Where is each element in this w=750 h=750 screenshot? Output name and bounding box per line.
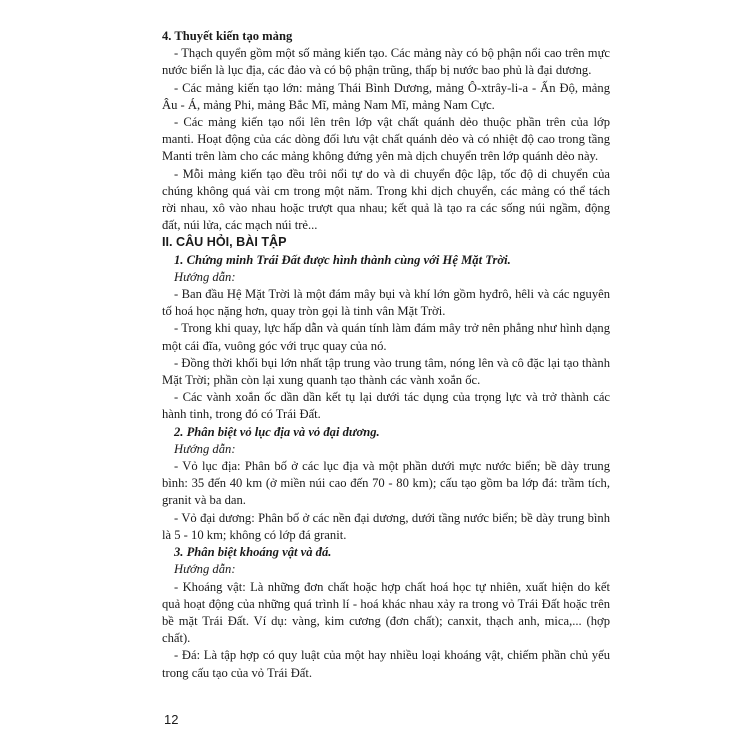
question-1-paragraph: - Đồng thời khối bụi lớn nhất tập trung vào trung tâm, nóng lên và cô đặc lại tạo thành Mặt Trời; phần còn lại xung quanh tạo thành các vành xoắn ốc.: [162, 355, 610, 388]
question-1-paragraph: - Trong khi quay, lực hấp dẫn và quán tính làm đám mây trở nên phẳng như hình dạng một cái đĩa, vuông góc với trục quay của nó.: [162, 321, 610, 353]
question-1-paragraph: - Ban đầu Hệ Mặt Trời là một đám mây bụi và khí lớn gồm hyđrô, hêli và các nguyên tố hoá học nặng hơn, quay tròn gọi là tinh vân Mặt Trời.: [162, 287, 610, 319]
question-3-guide-label: Hướng dẫn:: [174, 562, 236, 577]
question-1-guide-label: Hướng dẫn:: [174, 269, 236, 284]
page-number: 12: [164, 712, 179, 727]
section-4-paragraph: - Thạch quyển gồm một số mảng kiến tạo. Các mảng này có bộ phận nổi cao trên mực nước biển là lục địa, các đảo và có bộ phận trũng, thấp bị nước bao phủ là đại dương.: [162, 46, 610, 78]
question-2-paragraph: - Vỏ đại dương: Phân bố ở các nền đại dương, dưới tầng nước biển; bề dày trung bình là 5 - 10 km; không có lớp đá granit.: [162, 510, 610, 542]
section-4-paragraph: - Các mảng kiến tạo nổi lên trên lớp vật chất quánh dẻo thuộc phần trên của lớp manti. Hoạt động của các dòng đối lưu vật chất quánh dẻo và có nhiệt độ cao trong tầng Manti trên làm cho các mảng không đứng yên mà dịch chuyển trên lớp quánh dẻo này.: [162, 115, 610, 164]
question-1-paragraph: - Các vành xoắn ốc dần dần kết tụ lại dưới tác dụng của trọng lực và trở thành các hành tinh, trong đó có Trái Đất.: [162, 390, 610, 422]
question-2-title: 2. Phân biệt vỏ lục địa và vỏ đại dương.: [174, 424, 380, 439]
page-content: [162, 28, 610, 682]
section-4-paragraph: - Mỗi mảng kiến tạo đều trôi nổi tự do và di chuyển độc lập, tốc độ di chuyển của chúng không quá vài cm trong một năm. Trong khi dịch chuyển, các mảng có thể tách rời nhau, xô vào nhau hoặc trượt qua nhau; kết quả là tạo ra các sống núi ngầm, động đất, núi lửa, các mạch núi trẻ...: [162, 166, 610, 233]
question-3-title: 3. Phân biệt khoáng vật và đá.: [174, 545, 332, 560]
question-3-paragraph: - Khoáng vật: Là những đơn chất hoặc hợp chất hoá học tự nhiên, xuất hiện do kết quả hoạt động của những quá trình lí - hoá khác nhau xảy ra trong vỏ Trái Đất hoặc trên bề mặt Trái Đất. Ví dụ: vàng, kim cương (đơn chất); canxit, thạch anh, mica,... (hợp chất).: [162, 579, 610, 646]
question-2-guide-label: Hướng dẫn:: [174, 441, 236, 456]
question-1-title: 1. Chứng minh Trái Đất được hình thành cùng với Hệ Mặt Trời.: [174, 252, 511, 267]
question-3-paragraph: - Đá: Là tập hợp có quy luật của một hay nhiều loại khoáng vật, chiếm phần chủ yếu trong cấu tạo của vỏ Trái Đất.: [162, 648, 610, 680]
question-2-paragraph: - Vỏ lục địa: Phân bố ở các lục địa và một phần dưới mực nước biển; bề dày trung bình: 35 đến 40 km (ở miền núi cao đến 70 - 80 km); cấu tạo gồm ba lớp đá: trầm tích, granit và ba dan.: [162, 459, 610, 508]
section-4-title: 4. Thuyết kiến tạo mảng: [162, 29, 293, 43]
section-2-heading: II. CÂU HỎI, BÀI TẬP: [162, 235, 287, 250]
section-4-paragraph: - Các mảng kiến tạo lớn: mảng Thái Bình Dương, mảng Ô-xtrây-li-a - Ấn Độ, mảng Âu - Á, mảng Phi, mảng Bắc Mĩ, mảng Nam Mĩ, mảng Nam Cực.: [162, 80, 610, 112]
